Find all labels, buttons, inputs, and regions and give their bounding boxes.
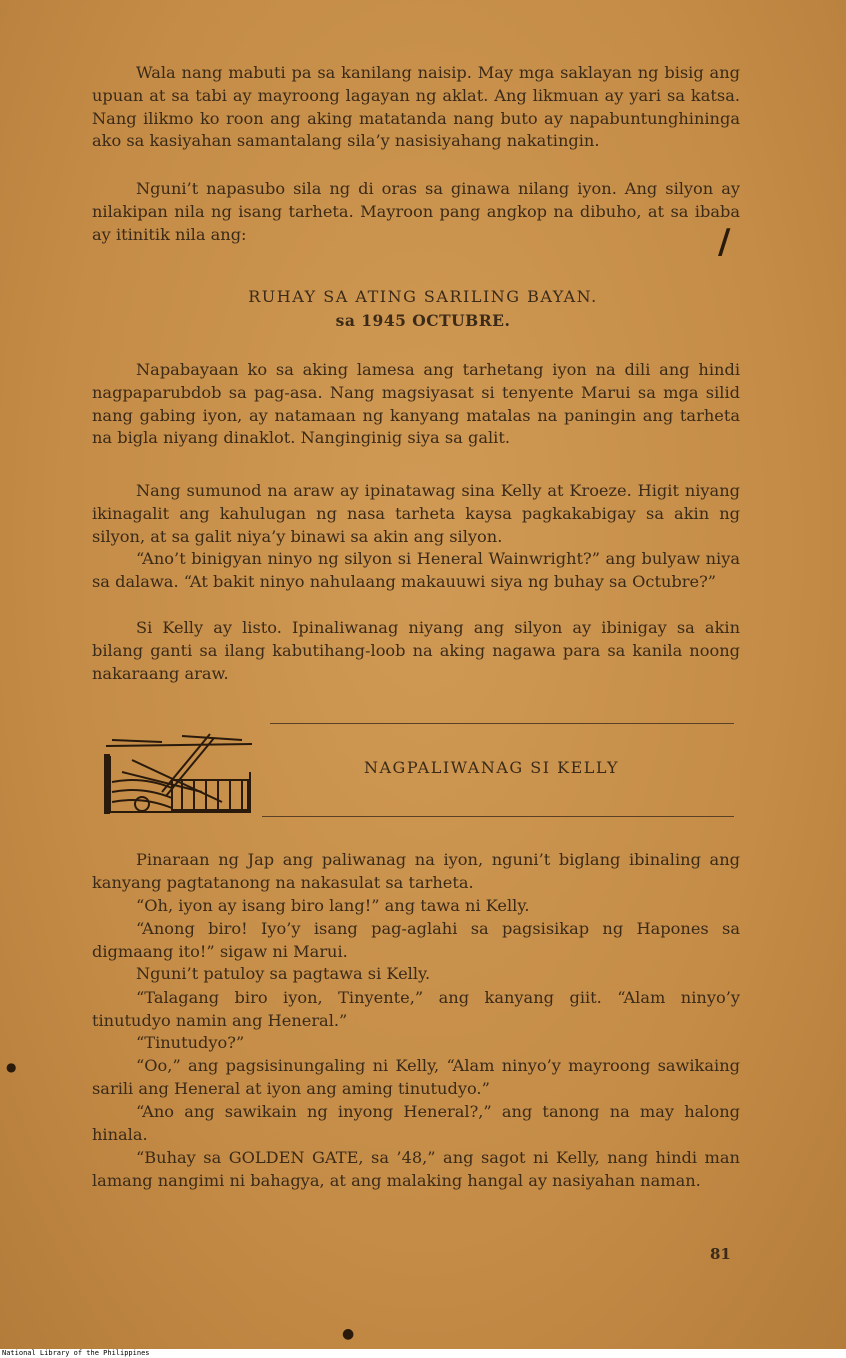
margin-dot: ● (6, 1060, 17, 1074)
page-number: 81 (710, 1245, 731, 1263)
ink-mark: / (718, 222, 731, 262)
paragraph-bottom-8: “Ano ang sawikain ng inyong Heneral?,” ang tanong na may halong hinala. (92, 1102, 740, 1144)
paragraph-bottom-3: “Anong biro! Iyo’y isang pag-aglahi sa pagsisikap ng Hapones sa digmaang ito!” sigaw ni Marui. (92, 919, 740, 961)
section-rule-bottom (262, 816, 734, 817)
card-line-1: RUHAY SA ATING SARILING BAYAN. (248, 287, 598, 306)
wagon-illustration (102, 732, 256, 818)
paragraph-middle-2: Nang sumunod na araw ay ipinatawag sina Kelly at Kroeze. Higit niyang ikinagalit ang kahulugan ng nasa tarheta kaysa pagkakabigay sa akin ng silyon, at sa galit niya’y binawi sa akin ang silyon. (92, 481, 740, 546)
bottom-dot: ● (342, 1326, 355, 1342)
paragraph-bottom-2: “Oh, iyon ay isang biro lang!” ang tawa ni Kelly. (136, 896, 530, 915)
paragraph-top-1: Wala nang mabuti pa sa kanilang naisip. May mga saklayan ng bisig ang upuan at sa tabi ay mayroong lagayan ng aklat. Ang likmuan ay yari sa katsa. Nang ilikmo ko roon ang aking matatanda nang buto ay napabuntunghininga ako sa kasiyahan samantalang sila’y nasisiyahang nakatingin. (92, 63, 740, 151)
paragraph-bottom-1: Pinaraan ng Jap ang paliwanag na iyon, nguni’t biglang ibinaling ang kanyang pagtatanong na nakasulat sa tarheta. (92, 850, 740, 892)
paragraph-middle-3: “Ano’t binigyan ninyo ng silyon si Heneral Wainwright?” ang bulyaw niya sa dalawa. “At bakit ninyo nahulaang makauuwi siya ng buhay sa Octubre?” (92, 549, 740, 591)
paragraph-bottom-7: “Oo,” ang pagsisinungaling ni Kelly, “Alam ninyo’y mayroong sawikaing sarili ang Heneral at iyon ang aming tinutudyo.” (92, 1056, 740, 1098)
footer-credit: National Library of the Philippines (0, 1349, 846, 1358)
paragraph-bottom-5: “Talagang biro iyon, Tinyente,” ang kanyang giit. “Alam ninyo’y tinutudyo namin ang Heneral.” (92, 988, 740, 1030)
section-rule-top (270, 723, 734, 724)
paragraph-bottom-6: “Tinutudyo?” (136, 1033, 245, 1052)
paragraph-middle-1: Napabayaan ko sa aking lamesa ang tarhetang iyon na dili ang hindi nagpaparubdob sa pag-asa. Nang magsiyasat si tenyente Marui sa mga silid nang gabing iyon, ay natamaan ng kanyang matalas na paningin ang tarheta na bigla niyang dinaklot. Nanginginig siya sa galit. (92, 360, 740, 448)
paragraph-bottom-9: “Buhay sa GOLDEN GATE, sa ’48,” ang sagot ni Kelly, nang hindi man lamang nangimi ni bahagya, at ang malaking hangal ay nasiyahan naman. (92, 1148, 740, 1190)
section-title: NAGPALIWANAG SI KELLY (364, 758, 620, 777)
card-line-2: sa 1945 OCTUBRE. (335, 311, 511, 330)
paragraph-bottom-4: Nguni’t patuloy sa pagtawa si Kelly. (136, 964, 431, 983)
paragraph-top-2: Nguni’t napasubo sila ng di oras sa ginawa nilang iyon. Ang silyon ay nilakipan nila ng isang tarheta. Mayroon pang angkop na dibuho, at sa ibaba ay itinitik nila ang: (92, 179, 740, 244)
paragraph-middle-4: Si Kelly ay listo. Ipinaliwanag niyang ang silyon ay ibinigay sa akin bilang ganti sa ilang kabutihang-loob na aking nagawa para sa kanila noong nakaraang araw. (92, 618, 740, 683)
